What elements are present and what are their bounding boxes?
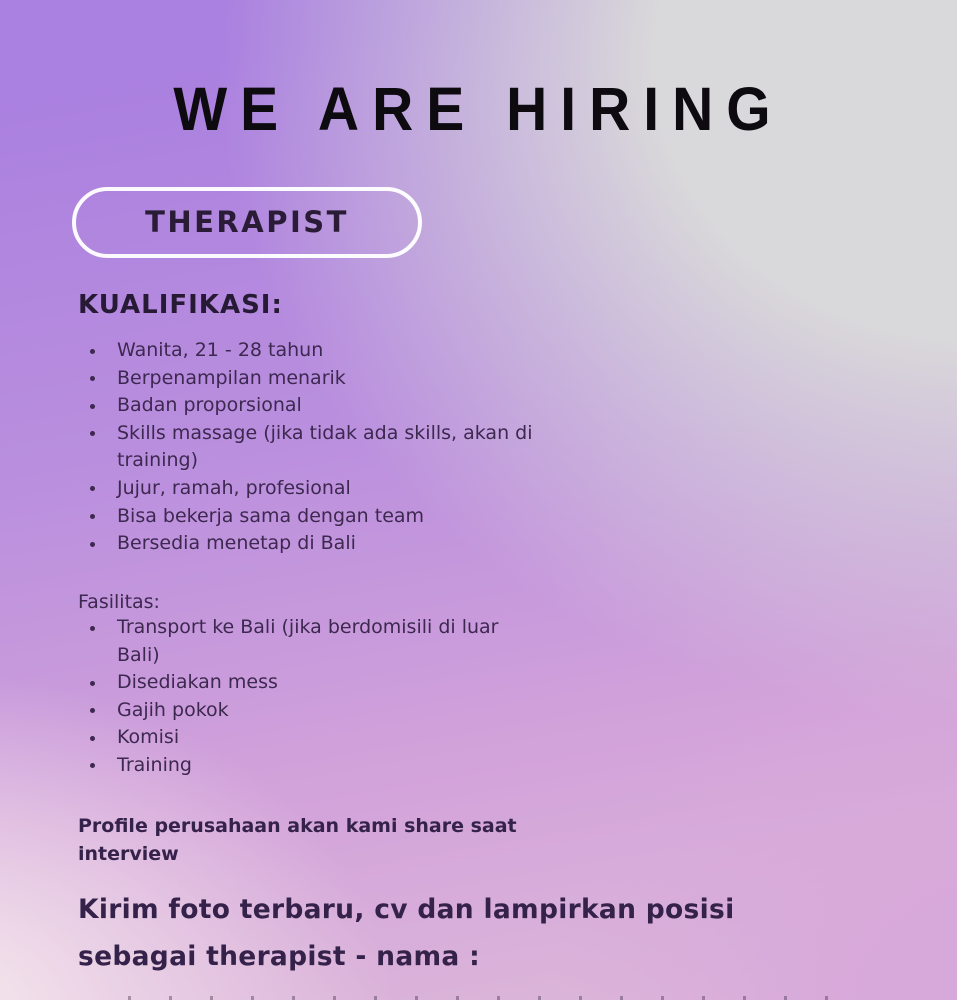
company-profile-note: Profile perusahaan akan kami share saat interview	[78, 815, 517, 865]
application-instructions: Kirim foto terbaru, cv dan lampirkan posisi sebagai therapist - nama :	[78, 894, 735, 972]
facilities-heading: Fasilitas:	[78, 591, 160, 613]
facility-item: Disediakan mess	[78, 669, 540, 697]
qualification-item: Bisa bekerja sama dengan team	[78, 503, 540, 531]
position-badge-label: THERAPIST	[145, 204, 349, 239]
qualification-item: Skills massage (jika tidak ada skills, akan di training)	[78, 420, 540, 475]
qualification-item: Berpenampilan menarik	[78, 365, 540, 393]
facility-item: Transport ke Bali (jika berdomisili di luar Bali)	[78, 614, 540, 669]
qualification-item: Badan proporsional	[78, 392, 540, 420]
qualifications-heading: KUALIFIKASI:	[78, 290, 283, 320]
facilities-list	[78, 614, 540, 780]
facility-item: Training	[78, 752, 540, 780]
qualifications-list	[78, 337, 540, 558]
qualification-item: Bersedia menetap di Bali	[78, 530, 540, 558]
cutoff-text-line	[128, 996, 834, 1000]
poster-title: WE ARE HIRING	[173, 75, 784, 145]
facility-item: Komisi	[78, 724, 540, 752]
position-badge-pill	[72, 187, 422, 258]
facility-item: Gajih pokok	[78, 697, 540, 725]
qualification-item: Wanita, 21 - 28 tahun	[78, 337, 540, 365]
qualification-item: Jujur, ramah, profesional	[78, 475, 540, 503]
